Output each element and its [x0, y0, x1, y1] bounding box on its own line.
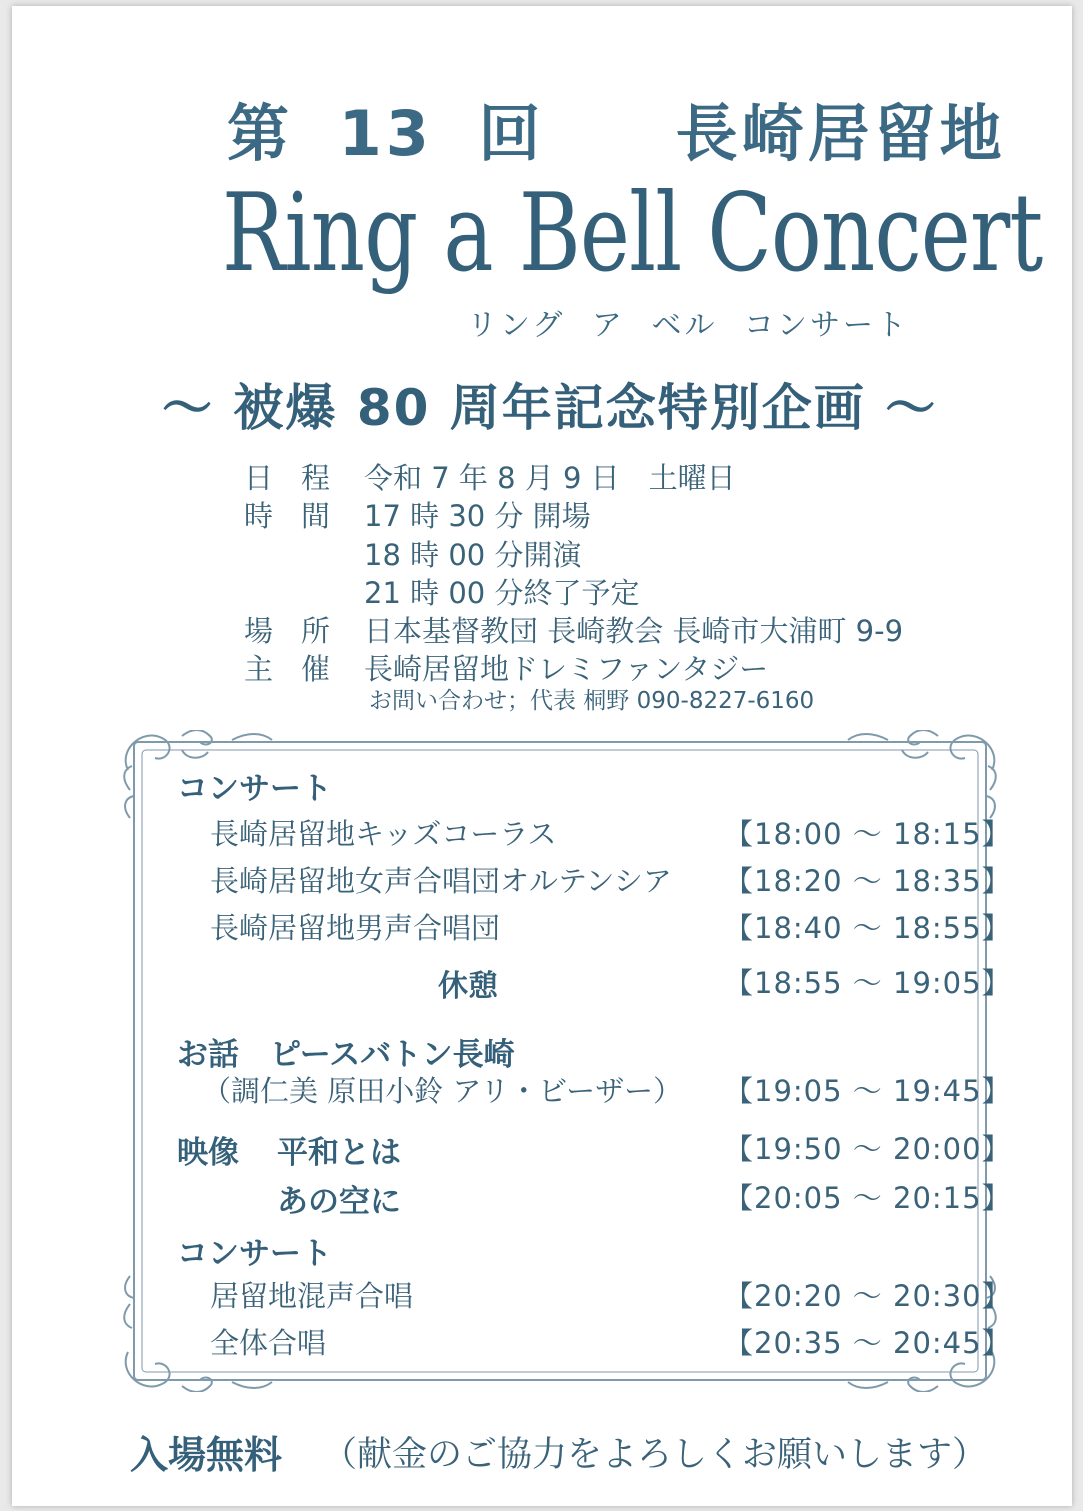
program-time-all: 【20:35 ～ 20:45】 [724, 1326, 1012, 1360]
video-2-time: 【20:05 ～ 20:15】 [724, 1181, 1012, 1215]
donation-note: （献金のご協力をよろしくお願いします） [322, 1435, 988, 1475]
date-row [244, 456, 736, 497]
subtitle: ～ 被爆 80 周年記念特別企画 ～ [162, 379, 938, 437]
edition-title [227, 84, 1006, 173]
concert-title: Ring a Bell Concert [222, 171, 1043, 296]
time-start: 18 時 00 分開演 [364, 538, 582, 572]
host-label: 主催 [244, 652, 359, 686]
video-1-time: 【19:50 ～ 20:00】 [724, 1132, 1012, 1166]
place-name: 長崎居留地 [675, 97, 1006, 170]
program-time-women: 【18:20 ～ 18:35】 [724, 864, 1012, 898]
section-concert-1: コンサート [177, 771, 332, 807]
edition: 第 13 回 [227, 97, 545, 170]
program-item-women: 長崎居留地女声合唱団オルテンシア [210, 864, 672, 898]
program-time-kids: 【18:00 ～ 18:15】 [724, 817, 1012, 851]
program-time-men: 【18:40 ～ 18:55】 [724, 911, 1012, 945]
date-label: 日程 [244, 461, 359, 495]
flyer-page [12, 6, 1072, 1506]
time-row [244, 494, 591, 535]
video-label: 映像 [177, 1135, 239, 1171]
contact-info: お問い合わせ；代表 桐野 090-8227-6160 [369, 688, 815, 714]
section-concert-2: コンサート [177, 1236, 332, 1272]
program-item-all: 全体合唱 [210, 1326, 327, 1360]
venue-label: 場所 [244, 614, 359, 648]
time-open: 17 時 30 分 開場 [364, 499, 591, 533]
host-value: 長崎居留地ドレミファンタジー [364, 652, 769, 686]
venue-value: 日本基督教団 長崎教会 長崎市大浦町 9-9 [364, 614, 904, 648]
video-2: あの空に [277, 1184, 401, 1220]
talk-title: お話 ピースバトン長崎 [177, 1037, 515, 1073]
venue-row [244, 609, 903, 650]
concert-title-kana: リング ア ベル コンサート [467, 308, 910, 343]
free-admission: 入場無料 [130, 1433, 283, 1477]
program-item-kids: 長崎居留地キッズコーラス [210, 817, 557, 851]
talk-time: 【19:05 ～ 19:45】 [724, 1074, 1012, 1108]
video-1: 平和とは [277, 1135, 401, 1171]
break-label: 休憩 [438, 969, 498, 1004]
program-item-men: 長崎居留地男声合唱団 [210, 911, 501, 945]
program-item-mixed: 居留地混声合唱 [210, 1279, 414, 1313]
break-time: 【18:55 ～ 19:05】 [724, 966, 1012, 1000]
time-label: 時間 [244, 499, 359, 533]
talk-people: （調仁美 原田小鈴 アリ・ビーザー） [202, 1074, 683, 1108]
date-value: 令和 7 年 8 月 9 日 土曜日 [364, 461, 736, 495]
time-end: 21 時 00 分終了予定 [364, 576, 640, 610]
program-time-mixed: 【20:20 ～ 20:30】 [724, 1279, 1012, 1313]
